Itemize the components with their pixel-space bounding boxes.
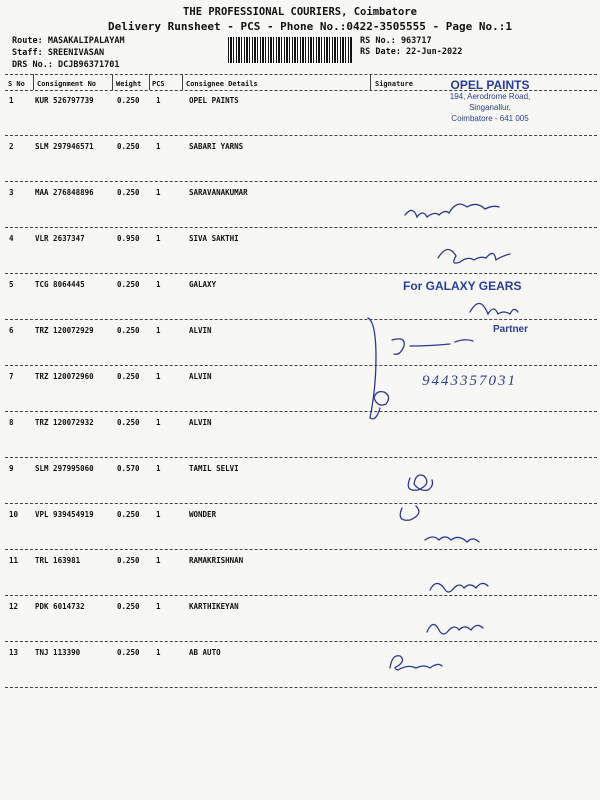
- signature-row5: [470, 303, 518, 314]
- route-label: Route: MASAKALIPALAYAM: [12, 36, 125, 46]
- col-consignment: Consignment No: [37, 80, 97, 88]
- consignee-name: ALVIN: [189, 418, 212, 427]
- serial-number: 7: [9, 372, 14, 381]
- weight-value: 0.950: [117, 234, 140, 243]
- pieces-count: 1: [156, 418, 161, 427]
- weight-value: 0.250: [117, 418, 140, 427]
- consignment-number: TRL 163981: [35, 556, 81, 565]
- signature-row10: [400, 506, 479, 542]
- serial-number: 2: [9, 142, 14, 151]
- pieces-count: 1: [156, 648, 161, 657]
- stamp-company-name: OPEL PAINTS: [450, 78, 530, 92]
- serial-number: 9: [9, 464, 14, 473]
- consignee-name: WONDER: [189, 510, 217, 519]
- signature-row6: [392, 339, 473, 354]
- signature-row11: [430, 583, 488, 592]
- stamp-address-line: 194, Aerodrome Road,: [449, 92, 531, 101]
- serial-number: 4: [9, 234, 14, 243]
- serial-number: 11: [9, 556, 19, 565]
- consignment-number: TRZ 120072932: [35, 418, 94, 427]
- col-sno: S No: [8, 80, 25, 88]
- consignment-number: TNJ 113390: [35, 648, 81, 657]
- col-signature: Signature: [375, 80, 413, 88]
- staff-label: Staff: SREENIVASAN: [12, 48, 105, 58]
- pieces-count: 1: [156, 188, 161, 197]
- col-pcs: PCS: [152, 80, 165, 88]
- consignment-number: MAA 276848896: [35, 188, 94, 197]
- consignment-number: VPL 939454919: [35, 510, 94, 519]
- serial-number: 1: [9, 96, 14, 105]
- weight-value: 0.250: [117, 510, 140, 519]
- pieces-count: 1: [156, 510, 161, 519]
- pieces-count: 1: [156, 96, 161, 105]
- consignment-number: SLM 297995060: [35, 464, 94, 473]
- rs-number: RS No.: 963717: [360, 36, 432, 46]
- signature-row13: [390, 656, 442, 670]
- consignee-name: ALVIN: [189, 326, 212, 335]
- pieces-count: 1: [156, 602, 161, 611]
- consignment-number: KUR 526797739: [35, 96, 94, 105]
- serial-number: 10: [9, 510, 19, 519]
- pieces-count: 1: [156, 372, 161, 381]
- weight-value: 0.250: [117, 142, 140, 151]
- serial-number: 5: [9, 280, 14, 289]
- consignee-name: AB AUTO: [189, 648, 221, 657]
- signature-row9: [408, 475, 432, 490]
- runsheet-subtitle: Delivery Runsheet - PCS - Phone No.:0422-3505555 - Page No.:1: [108, 20, 512, 33]
- consignment-number: VLR 2637347: [35, 234, 85, 243]
- consignment-number: SLM 297946571: [35, 142, 94, 151]
- consignee-name: OPEL PAINTS: [189, 96, 239, 105]
- serial-number: 13: [9, 648, 19, 657]
- consignee-name: SARAVANAKUMAR: [189, 188, 248, 197]
- circle-mark: [374, 392, 389, 406]
- signature-row12: [427, 624, 483, 634]
- pieces-count: 1: [156, 234, 161, 243]
- runsheet-title: THE PROFESSIONAL COURIERS, Coimbatore: [183, 6, 417, 18]
- weight-value: 0.250: [117, 372, 140, 381]
- handwritten-phone: 9443357031: [422, 373, 517, 389]
- galaxy-gears-stamp: For GALAXY GEARS: [403, 279, 522, 293]
- weight-value: 0.250: [117, 280, 140, 289]
- consignee-name: ALVIN: [189, 372, 212, 381]
- pieces-count: 1: [156, 280, 161, 289]
- signature-row4: [438, 249, 510, 263]
- weight-value: 0.250: [117, 326, 140, 335]
- weight-value: 0.250: [117, 648, 140, 657]
- pieces-count: 1: [156, 142, 161, 151]
- col-weight: Weight: [116, 80, 142, 88]
- pieces-count: 1: [156, 464, 161, 473]
- consignment-number: TRZ 120072960: [35, 372, 94, 381]
- consignee-name: SABARI YARNS: [189, 142, 244, 151]
- drs-number: DRS No.: DCJB96371701: [12, 60, 120, 70]
- consignment-number: PDK 6014732: [35, 602, 85, 611]
- pieces-count: 1: [156, 326, 161, 335]
- consignee-name: GALAXY: [189, 280, 217, 289]
- stamp-address-line: Coimbatore - 641 005: [451, 114, 529, 123]
- opel-paints-stamp: [410, 80, 570, 124]
- serial-number: 6: [9, 326, 14, 335]
- weight-value: 0.250: [117, 556, 140, 565]
- serial-number: 8: [9, 418, 14, 427]
- stamp-address-line: Singanallur,: [469, 103, 511, 112]
- pieces-count: 1: [156, 556, 161, 565]
- serial-number: 3: [9, 188, 14, 197]
- consignee-name: KARTHIKEYAN: [189, 602, 239, 611]
- rs-date: RS Date: 22-Jun-2022: [360, 47, 463, 57]
- signature-row3: [405, 204, 499, 217]
- consignee-name: RAMAKRISHNAN: [189, 556, 244, 565]
- consignment-number: TRZ 120072929: [35, 326, 94, 335]
- consignee-name: TAMIL SELVI: [189, 464, 239, 473]
- consignment-number: TCG 8064445: [35, 280, 85, 289]
- weight-value: 0.250: [117, 602, 140, 611]
- partner-stamp: Partner: [493, 324, 529, 335]
- weight-value: 0.250: [117, 96, 140, 105]
- col-consignee: Consignee Details: [186, 80, 258, 88]
- weight-value: 0.570: [117, 464, 140, 473]
- weight-value: 0.250: [117, 188, 140, 197]
- serial-number: 12: [9, 602, 19, 611]
- consignee-name: SIVA SAKTHI: [189, 234, 239, 243]
